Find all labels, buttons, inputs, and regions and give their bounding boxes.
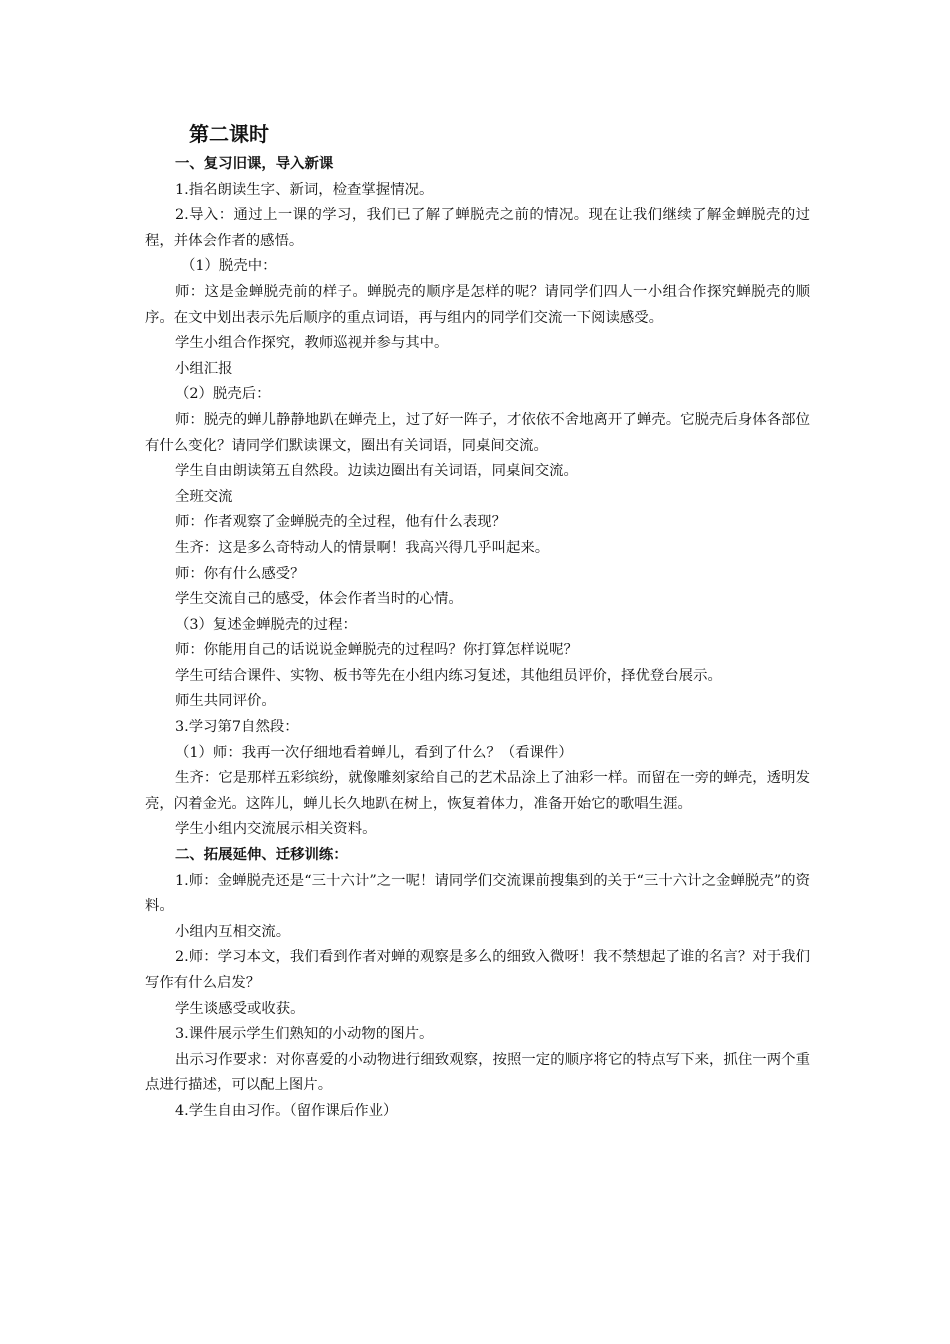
document-body [145, 152, 810, 1125]
paragraph: 学生自由朗读第五自然段。边读边圈出有关词语，同桌间交流。 [175, 463, 578, 480]
lesson-title: 第二课时 [189, 122, 269, 146]
paragraph: 出示习作要求：对你喜爱的小动物进行细致观察，按照一定的顺序将它的特点写下来，抓住一两个重点进行描述，可以配上图片。 [145, 1051, 810, 1094]
document-page [145, 120, 810, 1125]
paragraph: 全班交流 [175, 488, 233, 505]
paragraph: 小组内互相交流。 [175, 923, 291, 940]
paragraph: 1.师：金蝉脱壳还是“三十六计”之一呢！请同学们交流课前搜集到的关于“三十六计之金蝉脱壳”的资料。 [145, 872, 810, 915]
paragraph: 学生小组内交流展示相关资料。 [175, 821, 377, 838]
paragraph: 学生小组合作探究，教师巡视并参与其中。 [175, 335, 449, 352]
paragraph: 师：你有什么感受？ [175, 565, 305, 582]
paragraph: 1.指名朗读生字、新词，检查掌握情况。 [175, 181, 434, 198]
paragraph: （3）复述金蝉脱壳的过程： [175, 616, 357, 633]
paragraph: 学生可结合课件、实物、板书等先在小组内练习复述，其他组员评价，择优登台展示。 [175, 667, 722, 684]
section-heading: 一、复习旧课，导入新课 [175, 156, 334, 172]
paragraph: 学生交流自己的感受，体会作者当时的心情。 [175, 591, 463, 608]
paragraph: 3.课件展示学生们熟知的小动物的图片。 [175, 1026, 434, 1043]
paragraph: 师：这是金蝉脱壳前的样子。蝉脱壳的顺序是怎样的呢？请同学们四人一小组合作探究蝉脱壳的顺序。在文中划出表示先后顺序的重点词语，再与组内的同学们交流一下阅读感受。 [145, 283, 810, 326]
paragraph: 师：脱壳的蝉儿静静地趴在蝉壳上，过了好一阵子，才依依不舍地离开了蝉壳。它脱壳后身体各部位有什么变化？请同学们默读课文，圈出有关词语，同桌间交流。 [145, 411, 810, 454]
paragraph: 师生共同评价。 [175, 693, 276, 710]
paragraph: 2.师：学习本文，我们看到作者对蝉的观察是多么的细致入微呀！我不禁想起了谁的名言？对于我们写作有什么启发？ [145, 949, 810, 991]
paragraph: 生齐：这是多么奇特动人的情景啊！我高兴得几乎叫起来。 [175, 539, 550, 556]
paragraph: 生齐：它是那样五彩缤纷，就像雕刻家给自己的艺术品涂上了油彩一样。而留在一旁的蝉壳，透明发亮，闪着金光。这阵儿，蝉儿长久地趴在树上，恢复着体力，准备开始它的歌唱生涯。 [145, 770, 810, 812]
section-heading: 二、拓展延伸、迁移训练： [175, 847, 348, 864]
paragraph: 小组汇报 [175, 360, 233, 377]
paragraph: 3.学习第7自然段： [175, 719, 299, 736]
paragraph: 4.学生自由习作。（留作课后作业） [175, 1102, 398, 1119]
paragraph: 2.导入：通过上一课的学习，我们已了解了蝉脱壳之前的情况。现在让我们继续了解金蝉脱壳的过程，并体会作者的感悟。 [145, 207, 810, 249]
paragraph: 学生谈感受或收获。 [175, 1000, 305, 1017]
paragraph: 师：你能用自己的话说说金蝉脱壳的过程吗？你打算怎样说呢？ [175, 642, 578, 659]
paragraph: 师：作者观察了金蝉脱壳的全过程，他有什么表现？ [175, 514, 506, 531]
paragraph: （1）师：我再一次仔细地看着蝉儿，看到了什么？（看课件） [175, 744, 573, 761]
paragraph: （1）脱壳中： [181, 258, 277, 275]
paragraph: （2）脱壳后： [175, 386, 271, 403]
